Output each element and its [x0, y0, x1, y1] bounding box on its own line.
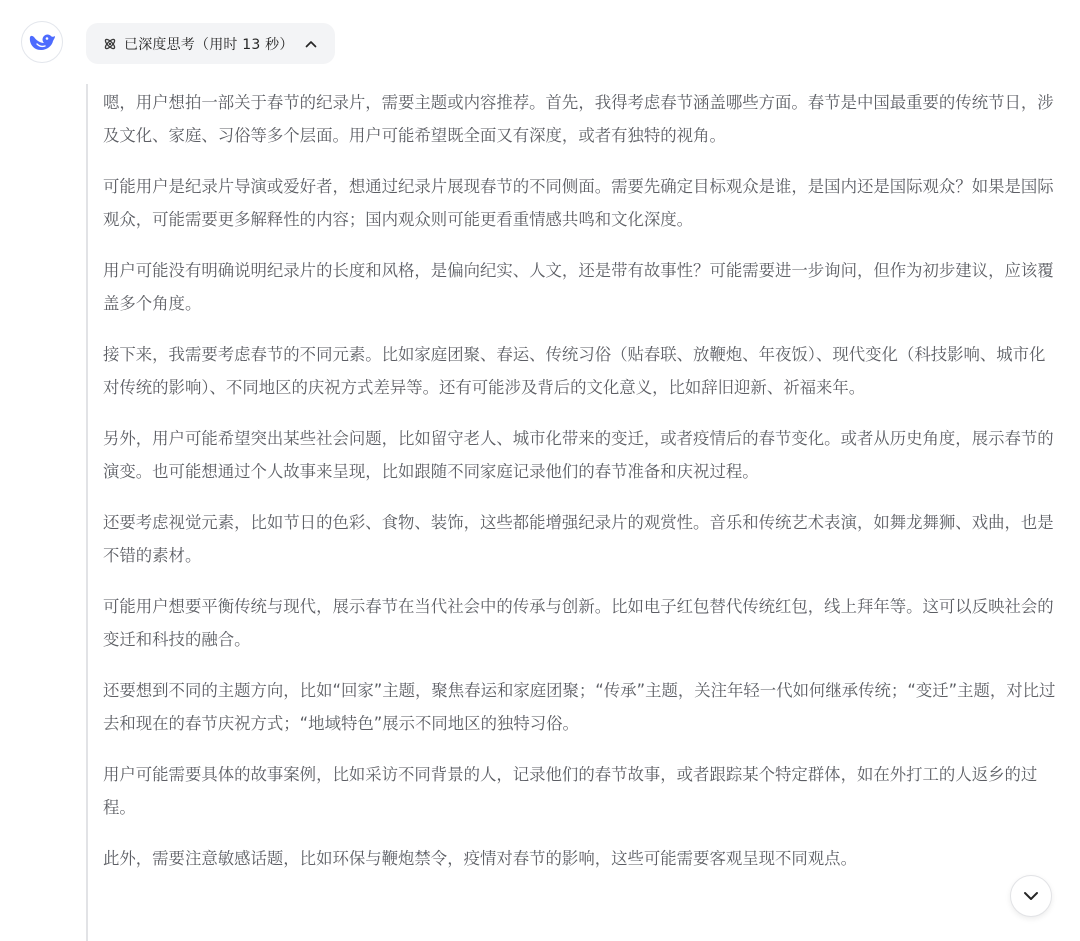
thought-paragraph: 还要考虑视觉元素，比如节日的色彩、食物、装饰，这些都能增强纪录片的观赏性。音乐和传统艺术表演，如舞龙舞狮、戏曲，也是不错的素材。	[103, 513, 1054, 565]
thought-paragraph: 用户可能没有明确说明纪录片的长度和风格，是偏向纪实、人文，还是带有故事性？可能需要进一步询问，但作为初步建议，应该覆盖多个角度。	[103, 261, 1054, 313]
thought-paragraph: 另外，用户可能希望突出某些社会问题，比如留守老人、城市化带来的变迁，或者疫情后的春节变化。或者从历史角度，展示春节的演变。也可能想通过个人故事来呈现，比如跟随不同家庭记录他们的春节准备和庆祝过程。	[103, 429, 1054, 481]
thought-paragraph: 嗯，用户想拍一部关于春节的纪录片，需要主题或内容推荐。首先，我得考虑春节涵盖哪些方面。春节是中国最重要的传统节日，涉及文化、家庭、习俗等多个层面。用户可能希望既全面又有深度，或者有独特的视角。	[103, 93, 1054, 145]
whale-logo-icon	[28, 31, 56, 53]
atom-icon	[103, 37, 117, 51]
avatar	[21, 21, 63, 63]
thought-paragraph: 可能用户是纪录片导演或爱好者，想通过纪录片展现春节的不同侧面。需要先确定目标观众是谁，是国内还是国际观众？如果是国际观众，可能需要更多解释性的内容；国内观众则可能更看重情感共鸣和文化深度。	[103, 177, 1054, 229]
thinking-toggle-button[interactable]	[86, 23, 335, 64]
thought-paragraph: 用户可能需要具体的故事案例，比如采访不同背景的人，记录他们的春节故事，或者跟踪某个特定群体，如在外打工的人返乡的过程。	[103, 765, 1038, 817]
thought-paragraph: 可能用户想要平衡传统与现代，展示春节在当代社会中的传承与创新。比如电子红包替代传统红包，线上拜年等。这可以反映社会的变迁和科技的融合。	[103, 597, 1054, 649]
thinking-content	[86, 84, 1066, 941]
thought-paragraph: 此外，需要注意敏感话题，比如环保与鞭炮禁令，疫情对春节的影响，这些可能需要客观呈现不同观点。	[103, 849, 857, 868]
thinking-duration-label: 已深度思考（用时 13 秒）	[124, 36, 294, 53]
chevron-up-icon	[305, 40, 317, 48]
thought-paragraph: 接下来，我需要考虑春节的不同元素。比如家庭团聚、春运、传统习俗（贴春联、放鞭炮、年夜饭）、现代变化（科技影响、城市化对传统的影响）、不同地区的庆祝方式差异等。还有可能涉及背后的文化意义，比如辞旧迎新、祈福来年。	[103, 345, 1046, 397]
scroll-to-bottom-button[interactable]	[1010, 875, 1052, 917]
thought-paragraph: 还要想到不同的主题方向，比如“回家”主题，聚焦春运和家庭团聚；“传承”主题，关注年轻一代如何继承传统；“变迁”主题，对比过去和现在的春节庆祝方式；“地域特色”展示不同地区的独特习俗。	[103, 681, 1056, 733]
chevron-down-icon	[1023, 891, 1039, 901]
